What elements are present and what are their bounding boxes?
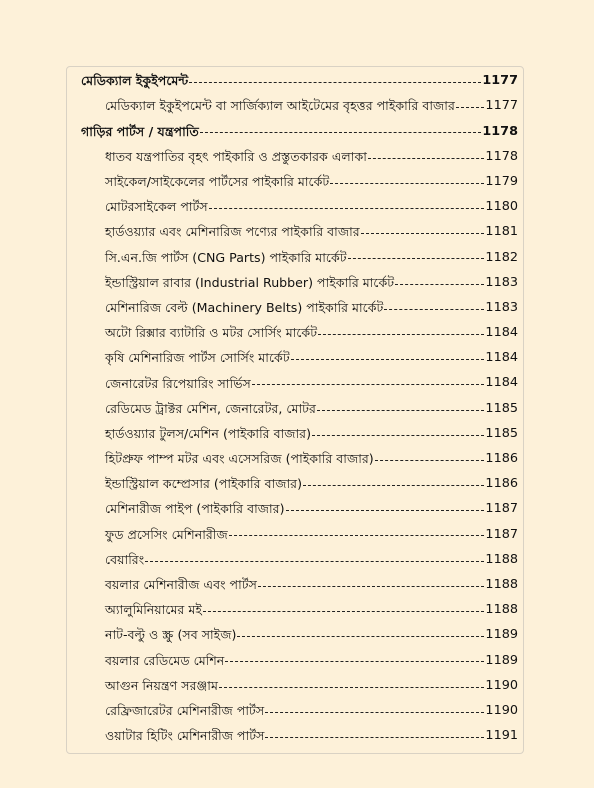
dotted-leader	[189, 82, 481, 83]
dotted-leader	[384, 309, 484, 310]
toc-page-number: 1183	[485, 274, 518, 290]
toc-page-number: 1184	[485, 325, 518, 341]
toc-entry	[67, 573, 523, 598]
toc-entry	[67, 321, 523, 346]
toc-page-number: 1186	[485, 476, 518, 492]
toc-page-number: 1182	[485, 249, 518, 265]
dotted-leader	[237, 636, 484, 637]
toc-entry-title: ফুড প্রসেসিং মেশিনারীজ	[105, 526, 228, 542]
toc-page-number: 1177	[485, 98, 518, 114]
toc-section-heading	[67, 119, 523, 144]
toc-page-number: 1191	[485, 728, 518, 744]
toc-page-number: 1180	[485, 199, 518, 215]
toc-page-number: 1185	[485, 425, 518, 441]
toc-page-number: 1183	[485, 299, 518, 315]
toc-section-heading	[67, 69, 523, 94]
toc-entry	[67, 598, 523, 623]
toc-entry	[67, 296, 523, 321]
toc-entry-title: অ্যালুমিনিয়ামের মই	[105, 602, 202, 618]
dotted-leader	[145, 561, 484, 562]
dotted-leader	[317, 410, 485, 411]
toc-entry-title: ইন্ডাস্ট্রিয়াল কম্প্রেসার (পাইকারি বাজার)	[105, 476, 302, 492]
toc-list	[67, 69, 523, 749]
toc-page-number: 1181	[485, 224, 518, 240]
toc-entry	[67, 497, 523, 522]
toc-entry-title: ওয়াটার হিটিং মেশিনারীজ পার্টস	[105, 728, 265, 744]
toc-page-number: 1179	[485, 173, 518, 189]
toc-entry	[67, 522, 523, 547]
toc-page-number: 1186	[485, 451, 518, 466]
dotted-leader	[229, 535, 485, 536]
toc-entry	[67, 396, 523, 421]
dotted-leader	[330, 183, 484, 184]
toc-entry-title: সি.এন.জি পার্টস (CNG Parts) পাইকারি মার্কেট	[105, 249, 347, 265]
toc-entry	[67, 145, 523, 170]
dotted-leader	[265, 712, 484, 713]
toc-entry-title: রেফ্রিজারেটর মেশিনারীজ পার্টস	[105, 702, 265, 718]
toc-entry-title: ধাতব যন্ত্রপাতির বৃহৎ পাইকারি ও প্রস্তুতকারক এলাকা	[105, 148, 367, 164]
toc-entry-title: মোটরসাইকেল পার্টস	[105, 199, 208, 215]
toc-page-number: 1178	[482, 123, 518, 139]
dotted-leader	[209, 208, 485, 209]
toc-entry-title: কৃষি মেশিনারিজ পার্টস সোর্সিং মার্কেট	[105, 350, 290, 366]
toc-entry	[67, 220, 523, 245]
toc-page-number: 1190	[485, 677, 518, 693]
toc-entry-title: সাইকেল/সাইকেলের পার্টসের পাইকারি মার্কেট	[105, 174, 330, 190]
dotted-leader	[303, 485, 484, 486]
dotted-leader	[265, 737, 484, 738]
dotted-leader	[291, 359, 485, 360]
toc-section-title: মেডিক্যাল ইকুইপমেন্ট	[81, 73, 189, 89]
dotted-leader	[200, 132, 482, 133]
dotted-leader	[375, 460, 485, 461]
toc-entry-title: জেনারেটর রিপেয়ারিং সার্ভিস	[105, 375, 251, 391]
toc-entry	[67, 271, 523, 296]
toc-entry	[67, 724, 523, 749]
dotted-leader	[312, 435, 484, 436]
toc-entry	[67, 371, 523, 396]
dotted-leader	[225, 661, 484, 662]
toc-entry	[67, 346, 523, 371]
dotted-leader	[361, 233, 485, 234]
toc-entry	[67, 447, 523, 472]
toc-entry-title: হার্ডওয়্যার এবং মেশিনারিজ পণ্যের পাইকারি বাজার	[105, 224, 360, 240]
dotted-leader	[286, 510, 485, 511]
toc-entry	[67, 699, 523, 724]
toc-page-number: 1178	[485, 148, 518, 164]
toc-entry	[67, 94, 523, 119]
toc-page-number: 1184	[485, 350, 518, 366]
toc-page-number: 1188	[485, 551, 518, 567]
toc-page-number: 1177	[482, 73, 518, 89]
toc-entry-title: মেশিনারিজ বেল্ট (Machinery Belts) পাইকারি মার্কেট	[105, 299, 384, 315]
dotted-leader	[219, 687, 484, 688]
dotted-leader	[203, 611, 485, 612]
toc-entry	[67, 648, 523, 673]
toc-entry	[67, 422, 523, 447]
dotted-leader	[395, 284, 484, 285]
toc-entry	[67, 170, 523, 195]
toc-entry	[67, 548, 523, 573]
toc-entry	[67, 623, 523, 648]
toc-page-number: 1185	[485, 400, 518, 416]
toc-page-number: 1184	[485, 375, 518, 391]
toc-page-number: 1189	[485, 652, 518, 668]
dotted-leader	[318, 334, 484, 335]
toc-entry-title: বেয়ারিং	[105, 551, 145, 567]
toc-entry-title: অটো রিক্সার ব্যাটারি ও মটর সোর্সিং মার্কেট	[105, 325, 318, 341]
toc-section-title: গাড়ির পার্টস / যন্ত্রপাতি	[81, 123, 199, 139]
dotted-leader	[348, 258, 485, 259]
toc-entry-title: নাট-বল্টু ও স্ক্রু (সব সাইজ)	[105, 627, 237, 643]
dotted-leader	[368, 158, 484, 159]
dotted-leader	[252, 384, 485, 385]
toc-entry-title: মেশিনারীজ পাইপ (পাইকারি বাজার)	[105, 501, 285, 517]
toc-entry	[67, 195, 523, 220]
toc-entry-title: রেডিমেড ট্রাক্টর মেশিন, জেনারেটর, মোটর	[105, 400, 316, 416]
toc-page-number: 1187	[485, 526, 518, 542]
toc-page-number: 1190	[485, 702, 518, 718]
toc-entry	[67, 472, 523, 497]
toc-page-number: 1187	[485, 501, 518, 517]
toc-entry-title: আগুন নিয়ন্ত্রণ সরঞ্জাম	[105, 677, 218, 693]
toc-entry-title: বয়লার মেশিনারীজ এবং পার্টস	[105, 577, 257, 593]
toc-entry-title: হিটপ্রুফ পাম্প মটর এবং এসেসরিজ (পাইকারি বাজার)	[105, 451, 374, 467]
toc-entry	[67, 674, 523, 699]
toc-page-number: 1189	[485, 627, 518, 643]
toc-entry	[67, 245, 523, 270]
toc-entry-title: ইন্ডাস্ট্রিয়াল রাবার (Industrial Rubber) পাইকারি মার্কেট	[105, 274, 395, 290]
toc-entry-title: বয়লার রেডিমেড মেশিন	[105, 652, 225, 668]
dotted-leader	[258, 586, 485, 587]
toc-page-number: 1188	[485, 576, 518, 592]
table-of-contents	[66, 66, 524, 754]
toc-entry-title: মেডিক্যাল ইকুইপমেন্ট বা সার্জিক্যাল আইটেমের বৃহত্তর পাইকারি বাজার	[105, 98, 455, 114]
toc-page-number: 1188	[485, 602, 518, 618]
toc-entry-title: হার্ডওয়্যার টুলস/মেশিন (পাইকারি বাজার)	[105, 425, 312, 441]
dotted-leader	[456, 107, 485, 108]
